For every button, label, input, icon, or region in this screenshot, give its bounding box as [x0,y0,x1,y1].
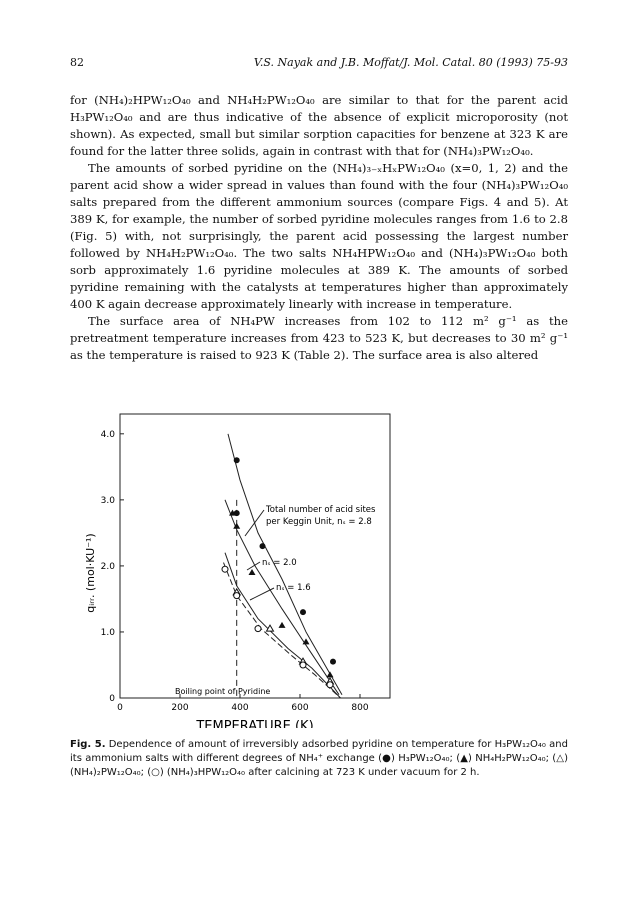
x-tick-label: 400 [231,703,249,713]
point-nh4-3 [327,682,333,688]
plot-frame [120,414,390,698]
y-tick-label: 4.0 [100,429,115,440]
chart-axes [101,414,390,713]
x-tick-label: 600 [291,703,309,713]
ns-2-annotation: nₛ = 2.0 [262,558,297,568]
point-nh4h2 [249,569,256,575]
figure-5 [80,408,400,728]
paragraph-3: The surface area of NH₄PW increases from 102 to 112 m² g⁻¹ as the pretreatment temperature increases from 423 to 523 K, but decreases to 30 m² g⁻¹ as the temperature is raised to 923 K (Table 2). The surface area is also altered [70,314,568,362]
body-text [70,92,568,364]
x-tick-label: 0 [117,703,123,713]
point-nh4-3 [222,566,228,572]
caption-text: Dependence of amount of irreversibly adsorbed pyridine on temperature for H₃PW₁₂O₄₀ and its ammonium salts with different degrees of NH₄⁺ exchange (●) H₃PW₁₂O₄₀; (▲) NH₄H₂PW₁₂O₄₀; (△) (NH₄)₂PW₁₂O₄₀; (○) (NH₄)₃HPW₁₂O₄₀ after calcining at 723 K under vacuum for 2 h. [70,739,568,778]
x-tick-label: 800 [351,703,369,713]
total-sites-annotation-2: per Keggin Unit, nₛ = 2.8 [266,517,372,527]
figure-caption [70,738,568,780]
point-h3pw [330,659,336,665]
y-tick-label: 3.0 [100,495,115,506]
total-sites-annotation: Total number of acid sites [266,505,376,515]
y-axis-label: qᵢᵣᵣ. (mol·KU⁻¹) [84,533,97,613]
y-tick-label: 2.0 [100,561,115,572]
point-nh4-3 [300,662,306,668]
caption-label: Fig. 5. [70,739,106,750]
x-tick-label: 200 [171,703,189,713]
page-number: 82 [70,56,84,69]
point-h3pw [234,457,240,463]
running-head: V.S. Nayak and J.B. Moffat/J. Mol. Catal. 80 (1993) 75-93 [253,56,568,69]
bp-annotation: Boiling point of Pyridine [175,687,271,696]
leader-total [245,510,264,536]
point-h3pw [300,609,306,615]
page-header [70,56,568,72]
leader-16 [250,588,274,600]
fit-line-nh4h2 [225,500,339,695]
point-nh4-3 [255,626,261,632]
ns-16-annotation: nₛ = 1.6 [276,583,311,593]
point-nh4h2 [327,671,334,677]
paragraph-2: The amounts of sorbed pyridine on the (NH₄)₃₋ₓHₓPW₁₂O₄₀ (x=0, 1, 2) and the parent acid show a wider spread in values than found with the four (NH₄)₃PW₁₂O₄₀ salts prepared from the different ammonium sources (compare Figs. 4 and 5). At 389 K, for example, the number of sorbed pyridine molecules ranges from 1.6 to 2.8 (Fig. 5) with, not surprisingly, the parent acid possessing the largest number followed by NH₄H₂PW₁₂O₄₀. The two salts NH₄HPW₁₂O₄₀ and (NH₄)₃PW₁₂O₄₀ both sorb approximately 1.6 pyridine molecules at 389 K. The amounts of sorbed pyridine remaining with the catalysts at temperatures higher than approximately 400 K again decrease approximately linearly with increase in temperature. [70,161,568,311]
point-h3pw [260,543,266,549]
paragraph-1: for (NH₄)₂HPW₁₂O₄₀ and NH₄H₂PW₁₂O₄₀ are similar to that for the parent acid H₃PW₁₂O₄₀ and are thus indicative of the absence of explicit microporosity (not shown). As expected, small but similar sorption capacities for benzene at 323 K are found for the latter three solids, again in contrast with that for (NH₄)₃PW₁₂O₄₀. [70,93,568,158]
y-tick-label: 0 [109,694,115,704]
y-tick-label: 1.0 [100,627,115,638]
pyridine-chart [80,408,400,728]
point-nh4-3 [234,593,240,599]
point-nh4h2 [279,622,286,628]
x-axis-label: TEMPERATURE (K) [196,719,314,728]
